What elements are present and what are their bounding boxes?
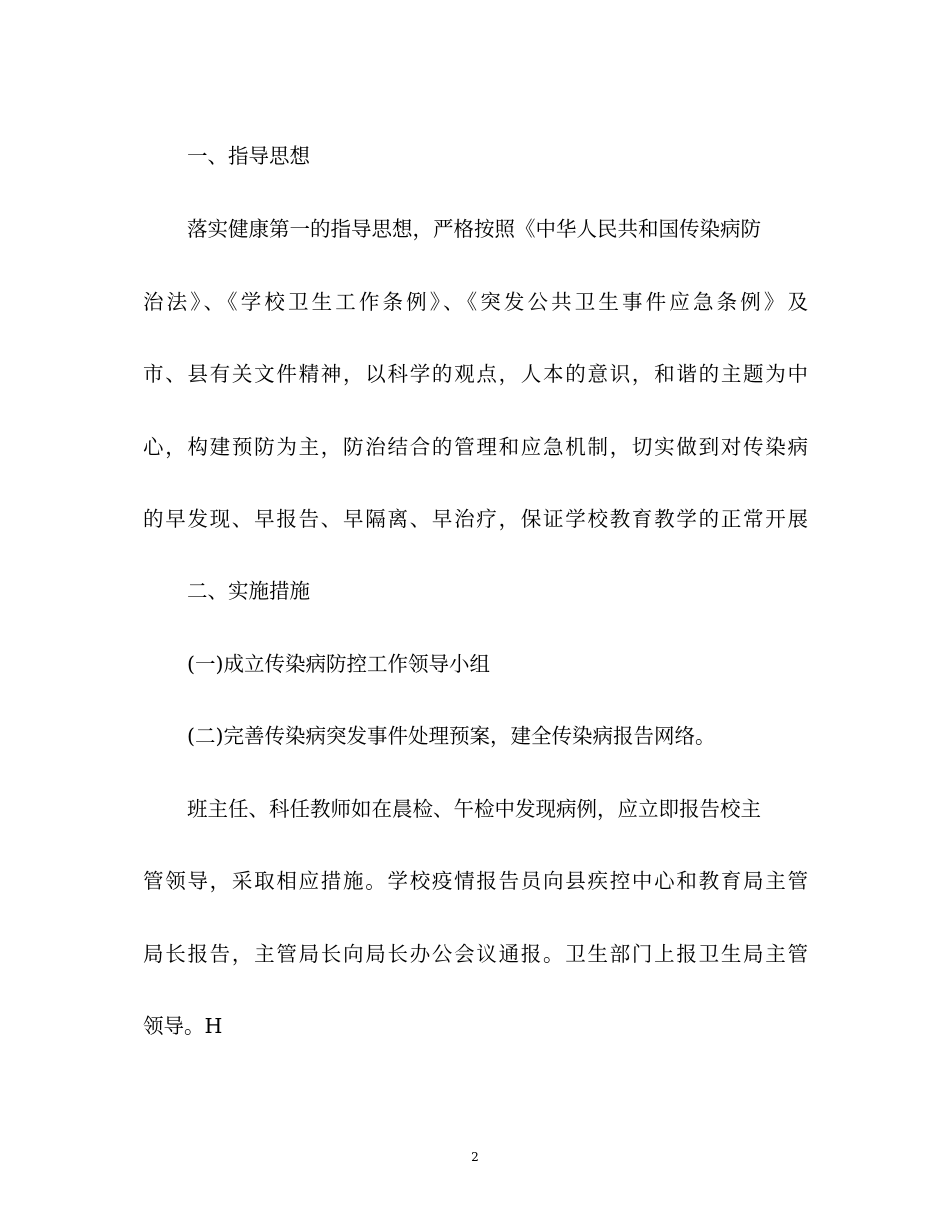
paragraph-line: 领导。H (143, 1014, 223, 1038)
paragraph-line: 心，构建预防为主，防治结合的管理和应急机制，切实做到对传染病 (143, 435, 808, 459)
paragraph-line: 治法》、《学校卫生工作条例》、《突发公共卫生事件应急条例》及 (143, 290, 808, 314)
paragraph-line: 班主任、科任教师如在晨检、午检中发现病例，应立即报告校主 (187, 797, 761, 821)
paragraph-line: 市、县有关文件精神，以科学的观点，人本的意识，和谐的主题为中 (143, 362, 808, 386)
page-number: 2 (471, 1150, 479, 1164)
subsection-heading-1: (一)成立传染病防控工作领导小组 (187, 652, 490, 676)
paragraph-line: 落实健康第一的指导思想，严格按照《中华人民共和国传染病防 (187, 217, 761, 241)
paragraph-line: 的早发现、早报告、早隔离、早治疗，保证学校教育教学的正常开展 (143, 507, 808, 531)
subsection-heading-2: (二)完善传染病突发事件处理预案，建全传染病报告网络。 (187, 724, 716, 748)
paragraph-line: 管领导，采取相应措施。学校疫情报告员向县疾控中心和教育局主管 (143, 869, 808, 893)
section-heading-guiding-ideology: 一、指导思想 (187, 144, 310, 168)
section-heading-implementation-measures: 二、实施措施 (187, 579, 310, 603)
paragraph-line: 局长报告，主管局长向局长办公会议通报。卫生部门上报卫生局主管 (143, 942, 808, 966)
